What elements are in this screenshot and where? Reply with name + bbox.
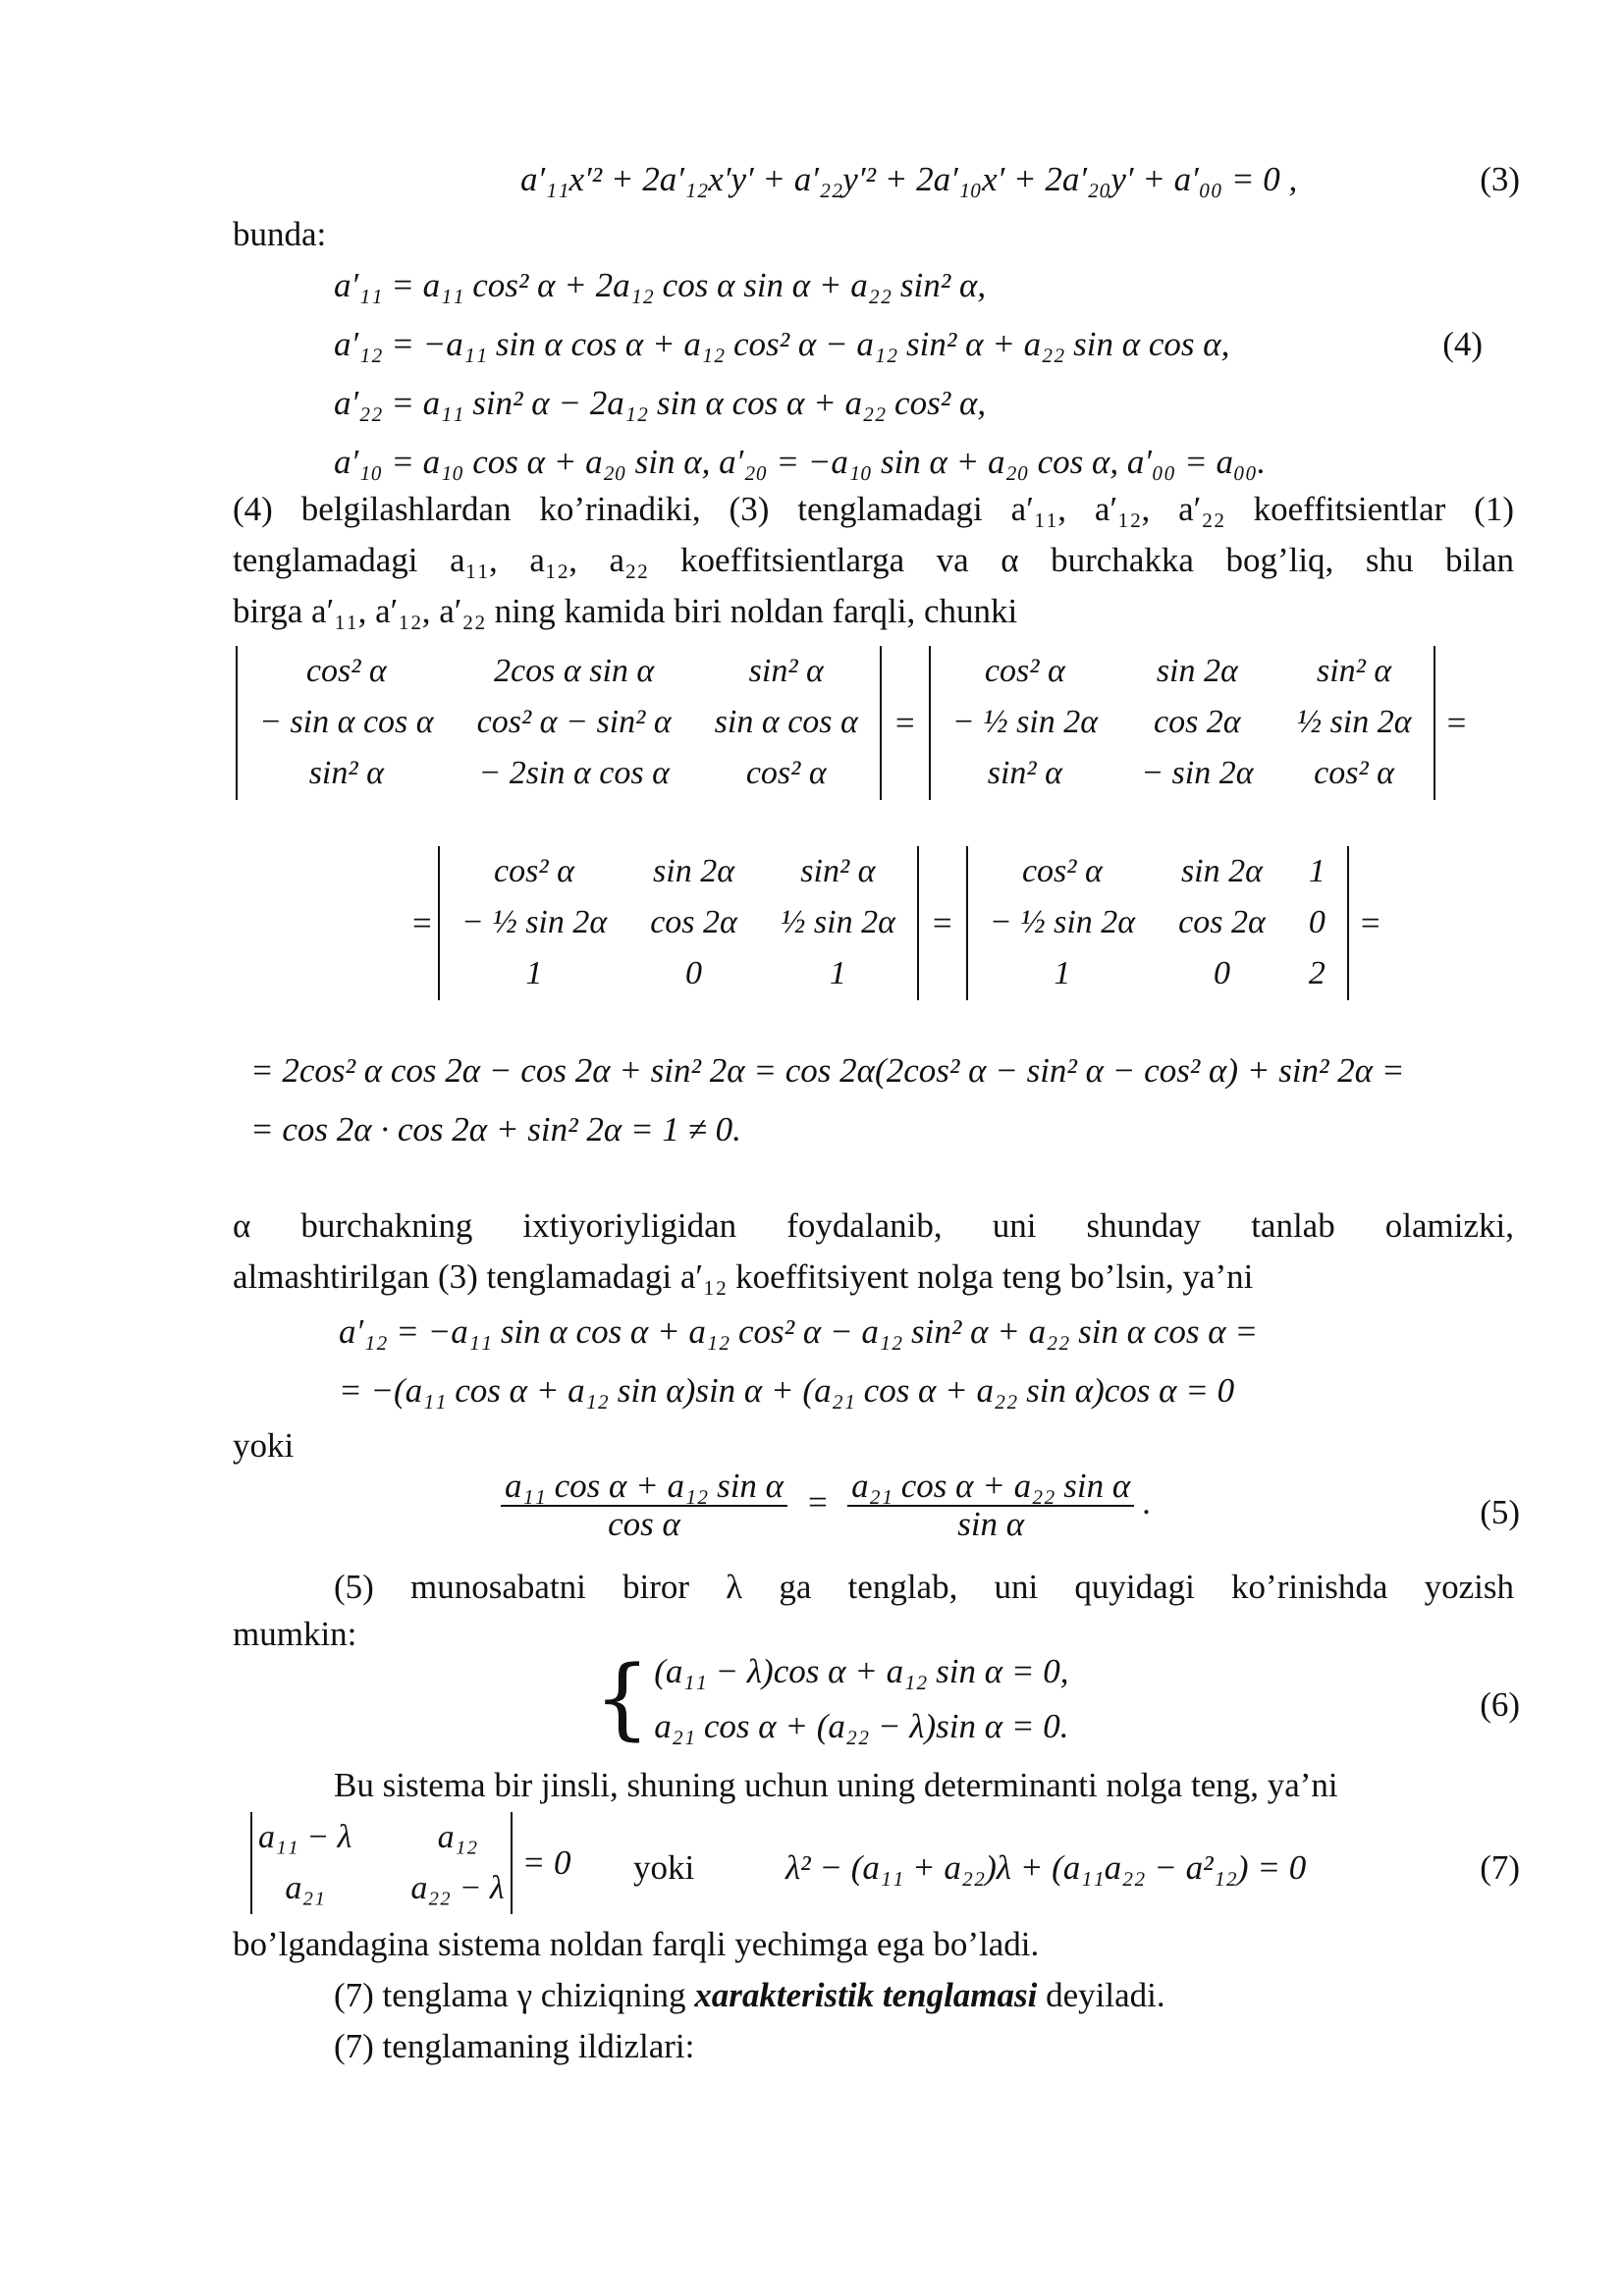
- det1-right-cell: cos² α: [984, 653, 1065, 689]
- det1-right-cell: − ½ sin 2α: [951, 704, 1099, 741]
- determinant-2-right: [968, 846, 1347, 1000]
- det1-left-cell: − 2sin α cos α: [478, 755, 670, 792]
- det1-left-row: [238, 748, 880, 799]
- paragraph-3-line-2: mumkin:: [233, 1615, 357, 1653]
- equation-5-right-numerator: a₂₁ cos α + a₂₂ sin α: [847, 1468, 1134, 1507]
- paragraph-1-line-1: (4) belgilashlardan ko’rinadiki, (3) tenglamadagi a′₁₁, a′₁₂, a′₂₂ koeffitsientlar (1): [233, 490, 1514, 528]
- determinant-1-right: [931, 646, 1434, 800]
- equation-5-left-numerator: a₁₁ cos α + a₁₂ sin α: [501, 1468, 787, 1507]
- det2-left-cell: cos 2α: [650, 904, 737, 941]
- det1-right-cell: − sin 2α: [1141, 755, 1254, 792]
- det2-right-row: [968, 948, 1347, 999]
- det1-left-cell: cos² α: [745, 755, 827, 792]
- det2-right-cell: 2: [1308, 955, 1325, 992]
- paragraph-6-post: deyiladi.: [1037, 1976, 1165, 2014]
- determinant-row-2: [412, 846, 1380, 1000]
- determinant-2-left: [440, 846, 917, 1000]
- determinant-1-trailing-equals: =: [1446, 703, 1467, 742]
- det1-right-row: [931, 646, 1434, 697]
- determinant-2-lead-equals: =: [412, 903, 432, 942]
- determinant-result-line-1: = 2cos² α cos 2α − cos 2α + sin² 2α = cos 2α(2cos² α − sin² α − cos² α) + sin² 2α =: [250, 1051, 1405, 1090]
- equation-7-yoki: yoki: [633, 1848, 695, 1887]
- det2-right-cell: − ½ sin 2α: [989, 904, 1136, 941]
- determinant-2-trailing-equals: =: [1360, 903, 1380, 942]
- equation-4-line-2: a′₁₂ = −a₁₁ sin α cos α + a₁₂ cos² α − a₁₂ sin² α + a₂₂ sin α cos α,: [334, 325, 1230, 363]
- paragraph-2-line-1: α burchakning ixtiyoriyligidan foydalanib, uni shunday tanlab olamizki,: [233, 1206, 1514, 1245]
- determinant-2-equals: =: [932, 903, 952, 942]
- equation-6-line-2: a₂₁ cos α + (a₂₂ − λ)sin α = 0.: [654, 1706, 1069, 1745]
- det2-right-cell: sin 2α: [1180, 853, 1263, 889]
- equation-7-determinant: [250, 1812, 571, 1926]
- det1-left-cell: cos² α − sin² α: [476, 704, 672, 741]
- equation-3-number: (3): [1480, 160, 1520, 198]
- equation-5-dot: .: [1142, 1482, 1152, 1522]
- a12-expansion-line-1: a′₁₂ = −a₁₁ sin α cos α + a₁₂ cos² α − a₁₂ sin² α + a₂₂ sin α cos α =: [339, 1312, 1259, 1351]
- det2-left-row: [440, 897, 917, 948]
- det1-left-cell: cos² α: [305, 653, 387, 689]
- eq7-det-cell: a₂₂ − λ: [410, 1870, 505, 1907]
- paragraph-1-line-3: birga a′₁₁, a′₁₂, a′₂₂ ning kamida biri noldan farqli, chunki: [233, 592, 1018, 630]
- det1-right-cell: cos² α: [1314, 755, 1395, 792]
- eq7-det-cell: a₁₂: [437, 1819, 478, 1855]
- equation-4-line-3: a′₂₂ = a₁₁ sin² α − 2a₁₂ sin α cos α + a₂₂ cos² α,: [334, 384, 987, 422]
- det2-left-cell: 1: [829, 955, 846, 992]
- paragraph-6-pre: (7) tenglama γ chiziqning: [334, 1976, 695, 2014]
- det1-right-cell: cos 2α: [1153, 704, 1241, 741]
- det1-left-cell: sin² α: [308, 755, 384, 792]
- equation-4-line-4: a′₁₀ = a₁₀ cos α + a₂₀ sin α, a′₂₀ = −a₁₀ sin α + a₂₀ cos α, a′₀₀ = a₀₀.: [334, 443, 1267, 481]
- det1-left-cell: − sin α cos α: [259, 704, 434, 741]
- det2-left-row: [440, 948, 917, 999]
- det2-right-cell: 0: [1213, 955, 1230, 992]
- det1-left-cell: sin α cos α: [714, 704, 858, 741]
- det1-left-cell: 2cos α sin α: [494, 653, 655, 689]
- paragraph-4: Bu sistema bir jinsli, shuning uchun uning determinanti nolga teng, ya’ni: [334, 1766, 1338, 1804]
- det2-left-cell: 0: [685, 955, 703, 992]
- paragraph-6-term: xarakteristik tenglamasi: [694, 1976, 1038, 2014]
- det1-left-row: [238, 697, 880, 748]
- det1-right-cell: ½ sin 2α: [1296, 704, 1412, 741]
- det2-left-row: [440, 846, 917, 897]
- equation-5: [501, 1468, 1152, 1543]
- equation-3: a′₁₁x′² + 2a′₁₂x′y′ + a′₂₂y′² + 2a′₁₀x′ + 2a′₂₀y′ + a′₀₀ = 0 ,: [520, 160, 1298, 198]
- det1-right-row: [931, 748, 1434, 799]
- det2-right-row: [968, 846, 1347, 897]
- eq7-det-cell: a₂₁: [285, 1870, 325, 1907]
- equation-5-number: (5): [1480, 1493, 1520, 1531]
- equation-6-number: (6): [1480, 1685, 1520, 1724]
- det2-left-cell: − ½ sin 2α: [460, 904, 608, 941]
- det2-left-cell: sin² α: [800, 853, 876, 889]
- det2-right-row: [968, 897, 1347, 948]
- paragraph-3-line-1: (5) munosabatni biror λ ga tenglab, uni quyidagi ko’rinishda yozish: [334, 1568, 1514, 1606]
- paragraph-5: bo’lgandagina sistema noldan farqli yechimga ega bo’ladi.: [233, 1925, 1040, 1963]
- det2-left-cell: cos² α: [494, 853, 574, 889]
- equation-5-equals: =: [805, 1482, 830, 1522]
- equation-6-line-1: (a₁₁ − λ)cos α + a₁₂ sin α = 0,: [654, 1652, 1069, 1690]
- det1-right-cell: sin² α: [1316, 653, 1392, 689]
- a12-expansion-line-2: = −(a₁₁ cos α + a₁₂ sin α)sin α + (a₂₁ cos α + a₂₂ sin α)cos α = 0: [339, 1371, 1235, 1410]
- det1-right-cell: sin² α: [987, 755, 1062, 792]
- equation-7-characteristic: λ² − (a₁₁ + a₂₂)λ + (a₁₁a₂₂ − a²₁₂) = 0: [785, 1848, 1307, 1887]
- det1-right-row: [931, 697, 1434, 748]
- equation-4-number: (4): [1442, 325, 1483, 363]
- determinant-1-equals: =: [894, 703, 915, 742]
- determinant-row-1: [236, 646, 1466, 811]
- paragraph-2-line-2: almashtirilgan (3) tenglamadagi a′₁₂ koeffitsiyent nolga teng bo’lsin, ya’ni: [233, 1257, 1254, 1296]
- det2-right-cell: 0: [1308, 904, 1325, 941]
- equation-5-right-denominator: sin α: [957, 1504, 1025, 1543]
- paragraph-7: (7) tenglamaning ildizlari:: [334, 2027, 695, 2065]
- det2-right-cell: 1: [1054, 955, 1071, 992]
- equation-6-system: [594, 1646, 1069, 1750]
- det2-left-cell: 1: [525, 955, 543, 992]
- paragraph-1-line-2: tenglamadagi a₁₁, a₁₂, a₂₂ koeffitsientlarga va α burchakka bog’liq, shu bilan: [233, 541, 1514, 579]
- det2-right-cell: cos² α: [1021, 853, 1103, 889]
- eq7-det-cell: a₁₁ − λ: [258, 1819, 352, 1855]
- det1-left-row: [238, 646, 880, 697]
- equation-6-brace: {: [594, 1646, 651, 1750]
- det2-right-cell: cos 2α: [1178, 904, 1266, 941]
- equation-4-line-1: a′₁₁ = a₁₁ cos² α + 2a₁₂ cos α sin α + a₂₂ sin² α,: [334, 266, 987, 304]
- determinant-1-left: [238, 646, 880, 800]
- equation-7-eq-zero: = 0: [521, 1843, 571, 1883]
- det2-left-cell: ½ sin 2α: [780, 904, 895, 941]
- equation-5-left-denominator: cos α: [608, 1504, 680, 1543]
- determinant-result-line-2: = cos 2α · cos 2α + sin² 2α = 1 ≠ 0.: [250, 1110, 741, 1148]
- paragraph-6: [334, 1973, 1165, 2018]
- bunda-label: bunda:: [233, 215, 327, 253]
- equation-7-number: (7): [1480, 1848, 1520, 1887]
- det2-left-cell: sin 2α: [653, 853, 735, 889]
- det1-left-cell: sin² α: [748, 653, 824, 689]
- det2-right-cell: 1: [1308, 853, 1325, 889]
- det1-right-cell: sin 2α: [1156, 653, 1238, 689]
- yoki-label: yoki: [233, 1426, 295, 1465]
